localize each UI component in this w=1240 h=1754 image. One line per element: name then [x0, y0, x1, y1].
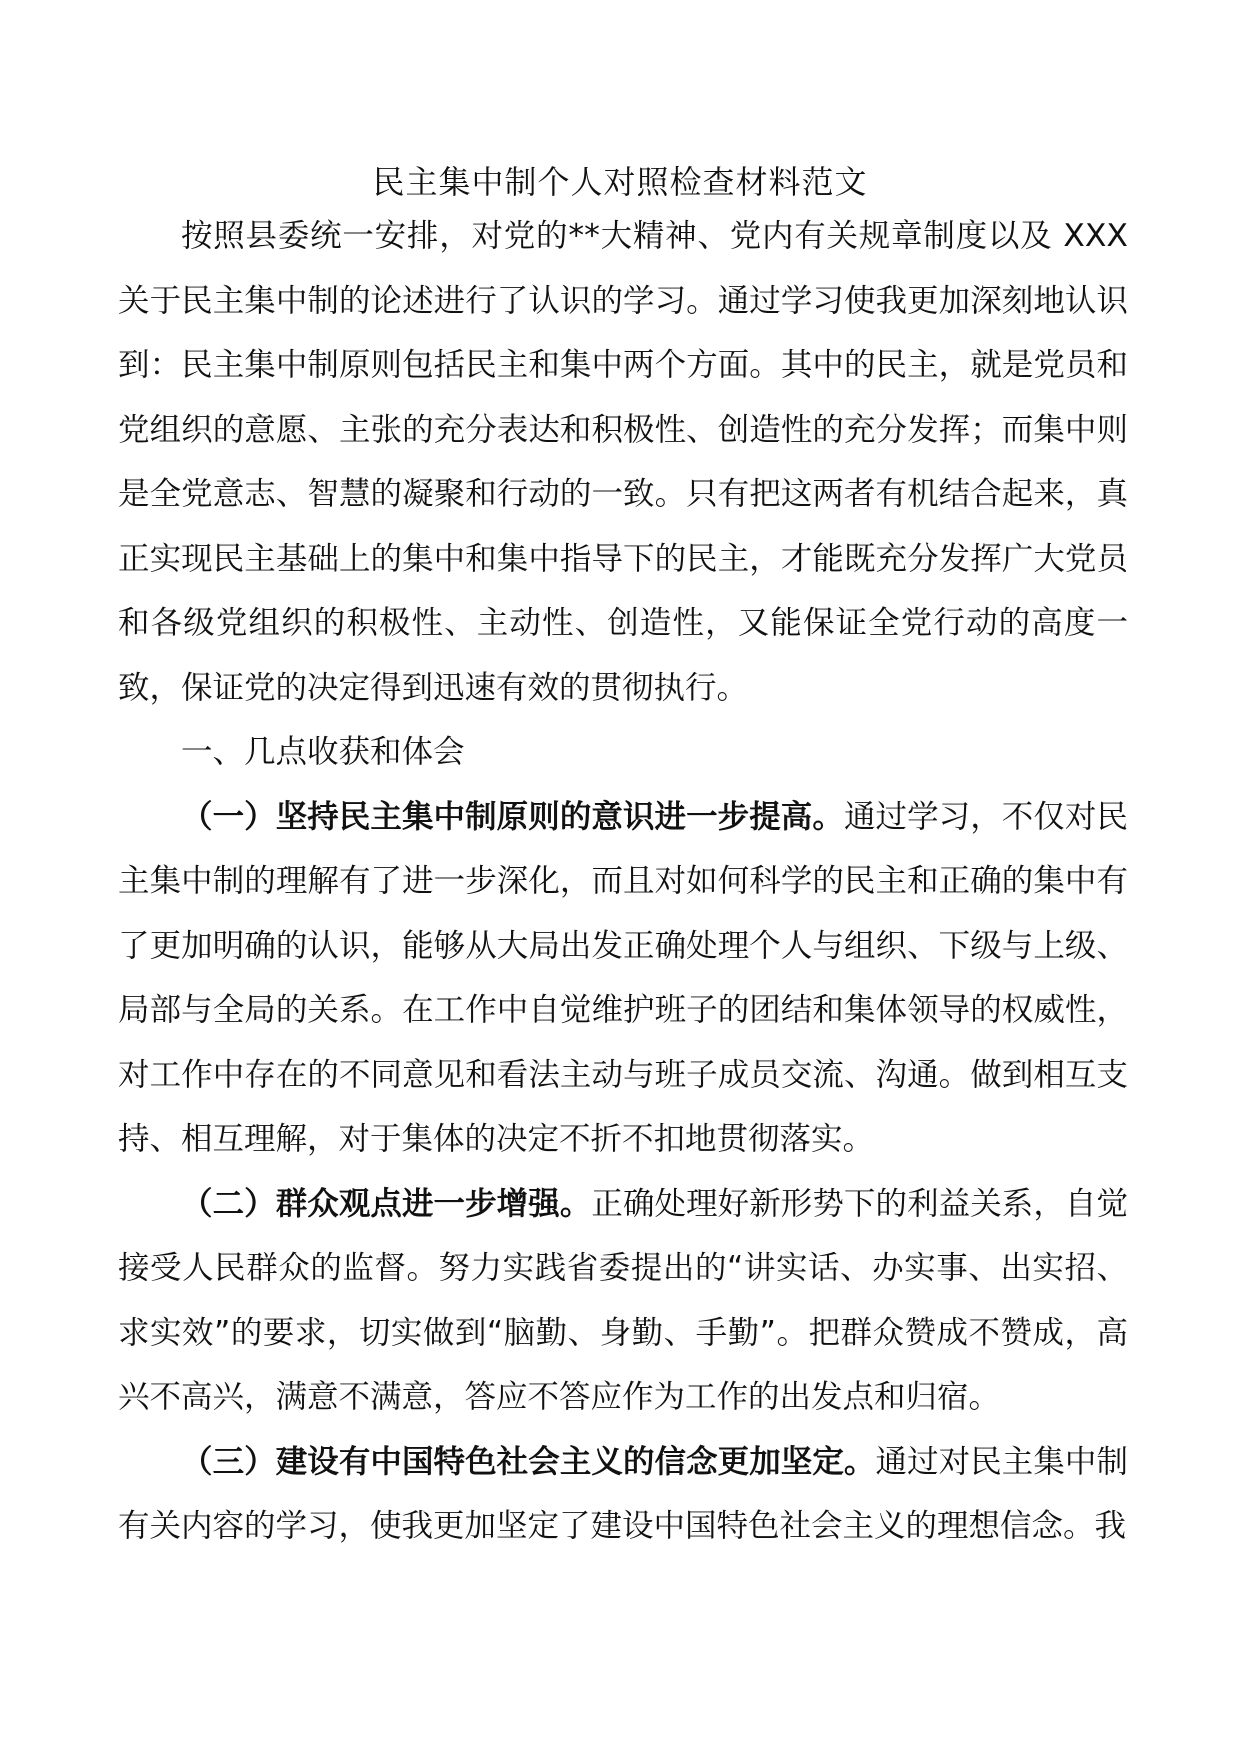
item-text-3: 通过对民主集中制有关内容的学习，使我更加坚定了建设中国特色社会主义的理想信念。我 — [118, 1443, 1128, 1544]
item-text-2: 正确处理好新形势下的利益关系，自觉接受人民群众的监督。努力实践省委提出的“讲实话、办实事、出实招、求实效”的要求，切实做到“脑勤、身勤、手勤”。把群众赞成不赞成，高兴不高兴，满意不满意，答应不答应作为工作的出发点和归宿。 — [118, 1185, 1128, 1415]
item-lead-2: （二）群众观点进一步增强。 — [181, 1185, 592, 1222]
item-paragraph-3 — [118, 1430, 1128, 1559]
item-lead-1: （一）坚持民主集中制原则的意识进一步提高。 — [181, 798, 844, 835]
item-paragraph-2 — [118, 1172, 1128, 1430]
item-paragraph-1 — [118, 785, 1128, 1172]
section-heading: 一、几点收获和体会 — [181, 734, 465, 770]
document-body — [118, 204, 1128, 1559]
item-text-1: 通过学习，不仅对民主集中制的理解有了进一步深化，而且对如何科学的民主和正确的集中有了更加明确的认识，能够从大局出发正确处理个人与组织、下级与上级、局部与全局的关系。在工作中自觉维护班子的团结和集体领导的权威性，对工作中存在的不同意见和看法主动与班子成员交流、沟通。做到相互支持、相互理解，对于集体的决定不折不扣地贯彻落实。 — [118, 798, 1128, 1157]
intro-paragraph: 按照县委统一安排，对党的**大精神、党内有关规章制度以及 XXX 关于民主集中制的论述进行了认识的学习。通过学习使我更加深刻地认识到：民主集中制原则包括民主和集中两个方面。其中的民主，就是党员和党组织的意愿、主张的充分表达和积极性、创造性的充分发挥；而集中则是全党意志、智慧的凝聚和行动的一致。只有把这两者有机结合起来，真正实现民主基础上的集中和集中指导下的民主，才能既充分发挥广大党员和各级党组织的积极性、主动性、创造性，又能保证全党行动的高度一致，保证党的决定得到迅速有效的贯彻执行。 — [118, 218, 1128, 706]
item-lead-3: （三）建设有中国特色社会主义的信念更加坚定。 — [181, 1443, 876, 1480]
document-title: 民主集中制个人对照检查材料范文 — [372, 163, 868, 201]
